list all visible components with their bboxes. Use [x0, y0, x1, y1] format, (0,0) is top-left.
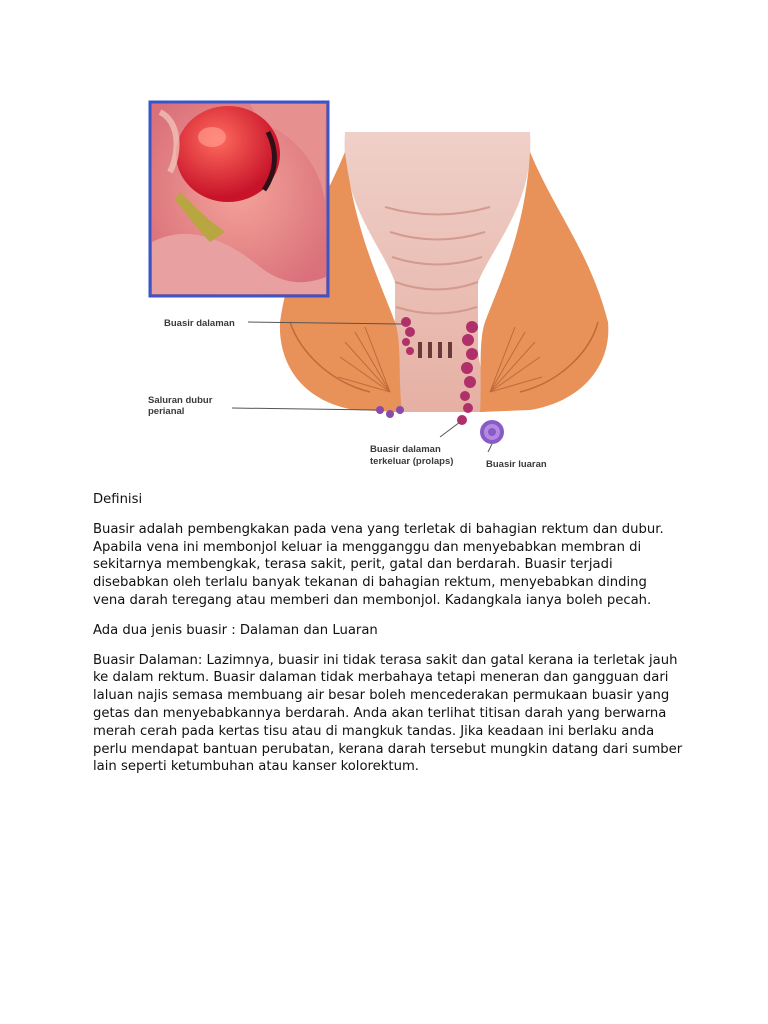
label-anal-canal: Saluran dubur — [148, 395, 213, 406]
label-perianal: perianal — [148, 406, 185, 417]
section-heading: Definisi — [93, 492, 143, 507]
anatomy-illustration — [140, 92, 630, 477]
label-external-hemorrhoid: Buasir luaran — [486, 459, 547, 470]
label-prolapsed-line1: Buasir dalaman — [370, 444, 441, 455]
internal-hemorrhoid-paragraph: Buasir Dalaman: Lazimnya, buasir ini tidak terasa sakit dan gatal kerana ia terletak jauh ke dalam rektum. Buasir dalaman tidak merbahaya tetapi meneran dan gangguan dari laluan najis semasa membuang air besar boleh mencederakan permukaan buasir yang getas dan menyebabkannya berdarah. Anda akan terlihat titisan darah yang berwarna merah cerah pada kertas tisu atau di mangkuk tandas. Jika keadaan ini berlaku anda perlu mendapat bantuan perubatan, kerana darah tersebut mungkin datang dari sumber lain seperti ketumbuhan atau kanser kolorektum. — [93, 652, 683, 775]
types-paragraph: Ada dua jenis buasir : Dalaman dan Luaran — [93, 622, 378, 638]
label-prolapsed-line2: terkeluar (prolaps) — [370, 456, 454, 467]
anatomy-diagram-svg — [140, 92, 630, 477]
article-text — [93, 491, 683, 788]
external-hemorrhoid — [480, 420, 504, 444]
label-internal-hemorrhoid: Buasir dalaman — [164, 318, 235, 329]
definition-paragraph: Buasir adalah pembengkakan pada vena yang terletak di bahagian rektum dan dubur. Apabila vena ini membonjol keluar ia mengganggu dan menyebabkan membran di sekitarnya membengkak, terasa sakit, perit, gatal dan berdarah. Buasir terjadi disebabkan oleh terlalu banyak tekanan di bahagian rektum, menyebabkan dinding vena darah teregang atau memberi dan membonjol. Kadangkala ianya boleh pecah. — [93, 521, 664, 608]
inset-photo — [150, 102, 328, 296]
